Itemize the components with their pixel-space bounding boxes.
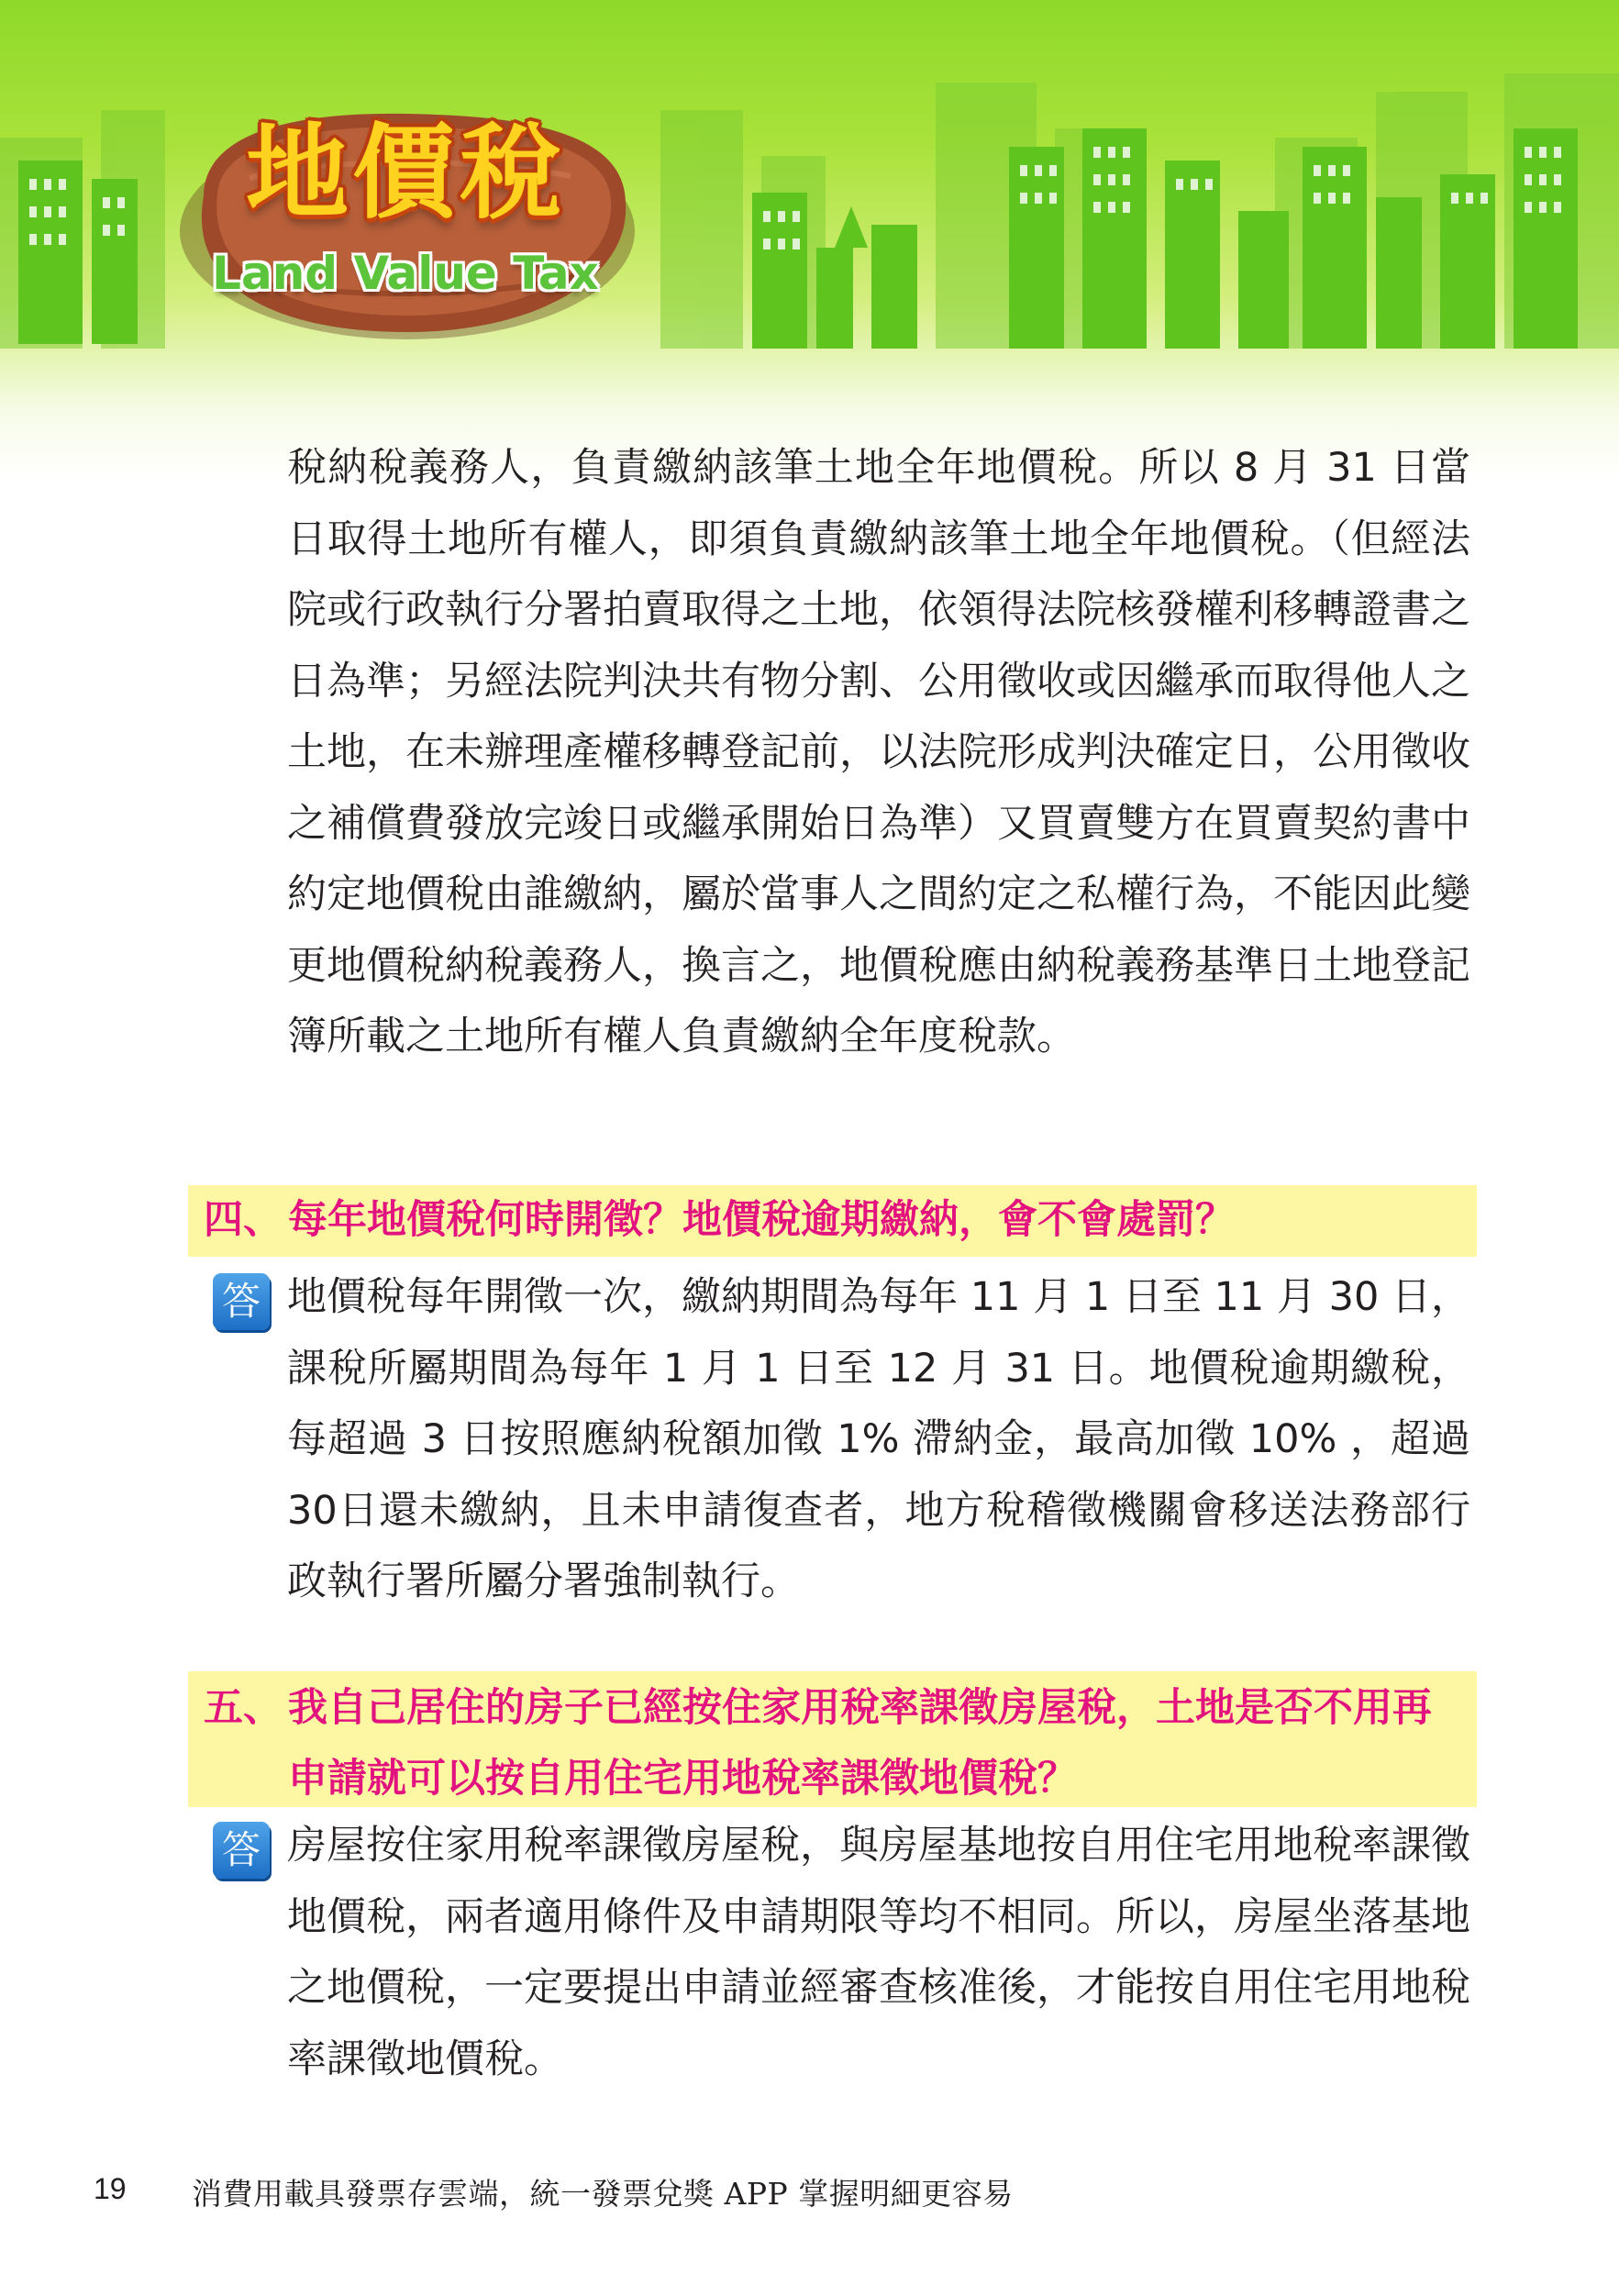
question-number: 五、: [204, 1685, 283, 1731]
page-number: 19: [94, 2172, 127, 2205]
question-number: 四、: [204, 1197, 283, 1243]
answer-badge-icon: 答: [213, 1822, 270, 1879]
footer-slogan: 消費用載具發票存雲端，統一發票兌獎 APP 掌握明細更容易: [192, 2176, 1014, 2212]
intro-paragraph: 稅納稅義務人，負責繳納該筆土地全年地價稅。所以 8 月 31 日當日取得土地所有權人，即須負責繳納該筆土地全年地價稅。（但經法院或行政執行分署拍賣取得之土地，依領得法院核發權利移轉證書之日為準；另經法院判決共有物分割、公用徵收或因繼承而取得他人之土地，在未辦理產權移轉登記前，以法院形成判決確定日，公用徵收之補償費發放完竣日或繼承開始日為準）又買賣雙方在買賣契約書中約定地價稅由誰繳納，屬於當事人之間約定之私權行為，不能因此變更地價稅納稅義務人，換言之，地價稅應由納稅義務基準日土地登記簿所載之土地所有權人負責繳納全年度稅款。: [287, 445, 1470, 1059]
header-subtitle: Land Value Tax: [212, 247, 599, 300]
title-sign: [167, 95, 644, 354]
question-text: 每年地價稅何時開徵？地價稅逾期繳納，會不會處罰？: [288, 1197, 1235, 1243]
question-text: 我自己居住的房子已經按住家用稅率課徵房屋稅，土地是否不用再申請就可以按自用住宅用地稅率課徵地價稅？: [288, 1685, 1432, 1802]
question-5: [204, 1673, 1469, 1814]
header-banner: [0, 0, 1619, 477]
answer-4: 地價稅每年開徵一次，繳納期間為每年 11 月 1 日至 11 月 30 日，課稅所屬期間為每年 1 月 1 日至 12 月 31 日。地價稅逾期繳稅，每超過 3 日按照應納稅額加徵 1% 滯納金，最高加徵 10% ，超過30日還未繳納，且未申請復查者，地方稅稽徵機關會移送法務部行政執行署所屬分署強制執行。: [287, 1274, 1470, 1604]
answer-badge-icon: 答: [213, 1273, 270, 1330]
header-title: 地價稅: [246, 114, 565, 233]
question-4: [204, 1185, 1469, 1256]
answer-5: 房屋按住家用稅率課徵房屋稅，與房屋基地按自用住宅用地稅率課徵地價稅，兩者適用條件及申請期限等均不相同。所以，房屋坐落基地之地價稅，一定要提出申請並經審查核准後，才能按自用住宅用地稅率課徵地價稅。: [287, 1823, 1470, 2082]
